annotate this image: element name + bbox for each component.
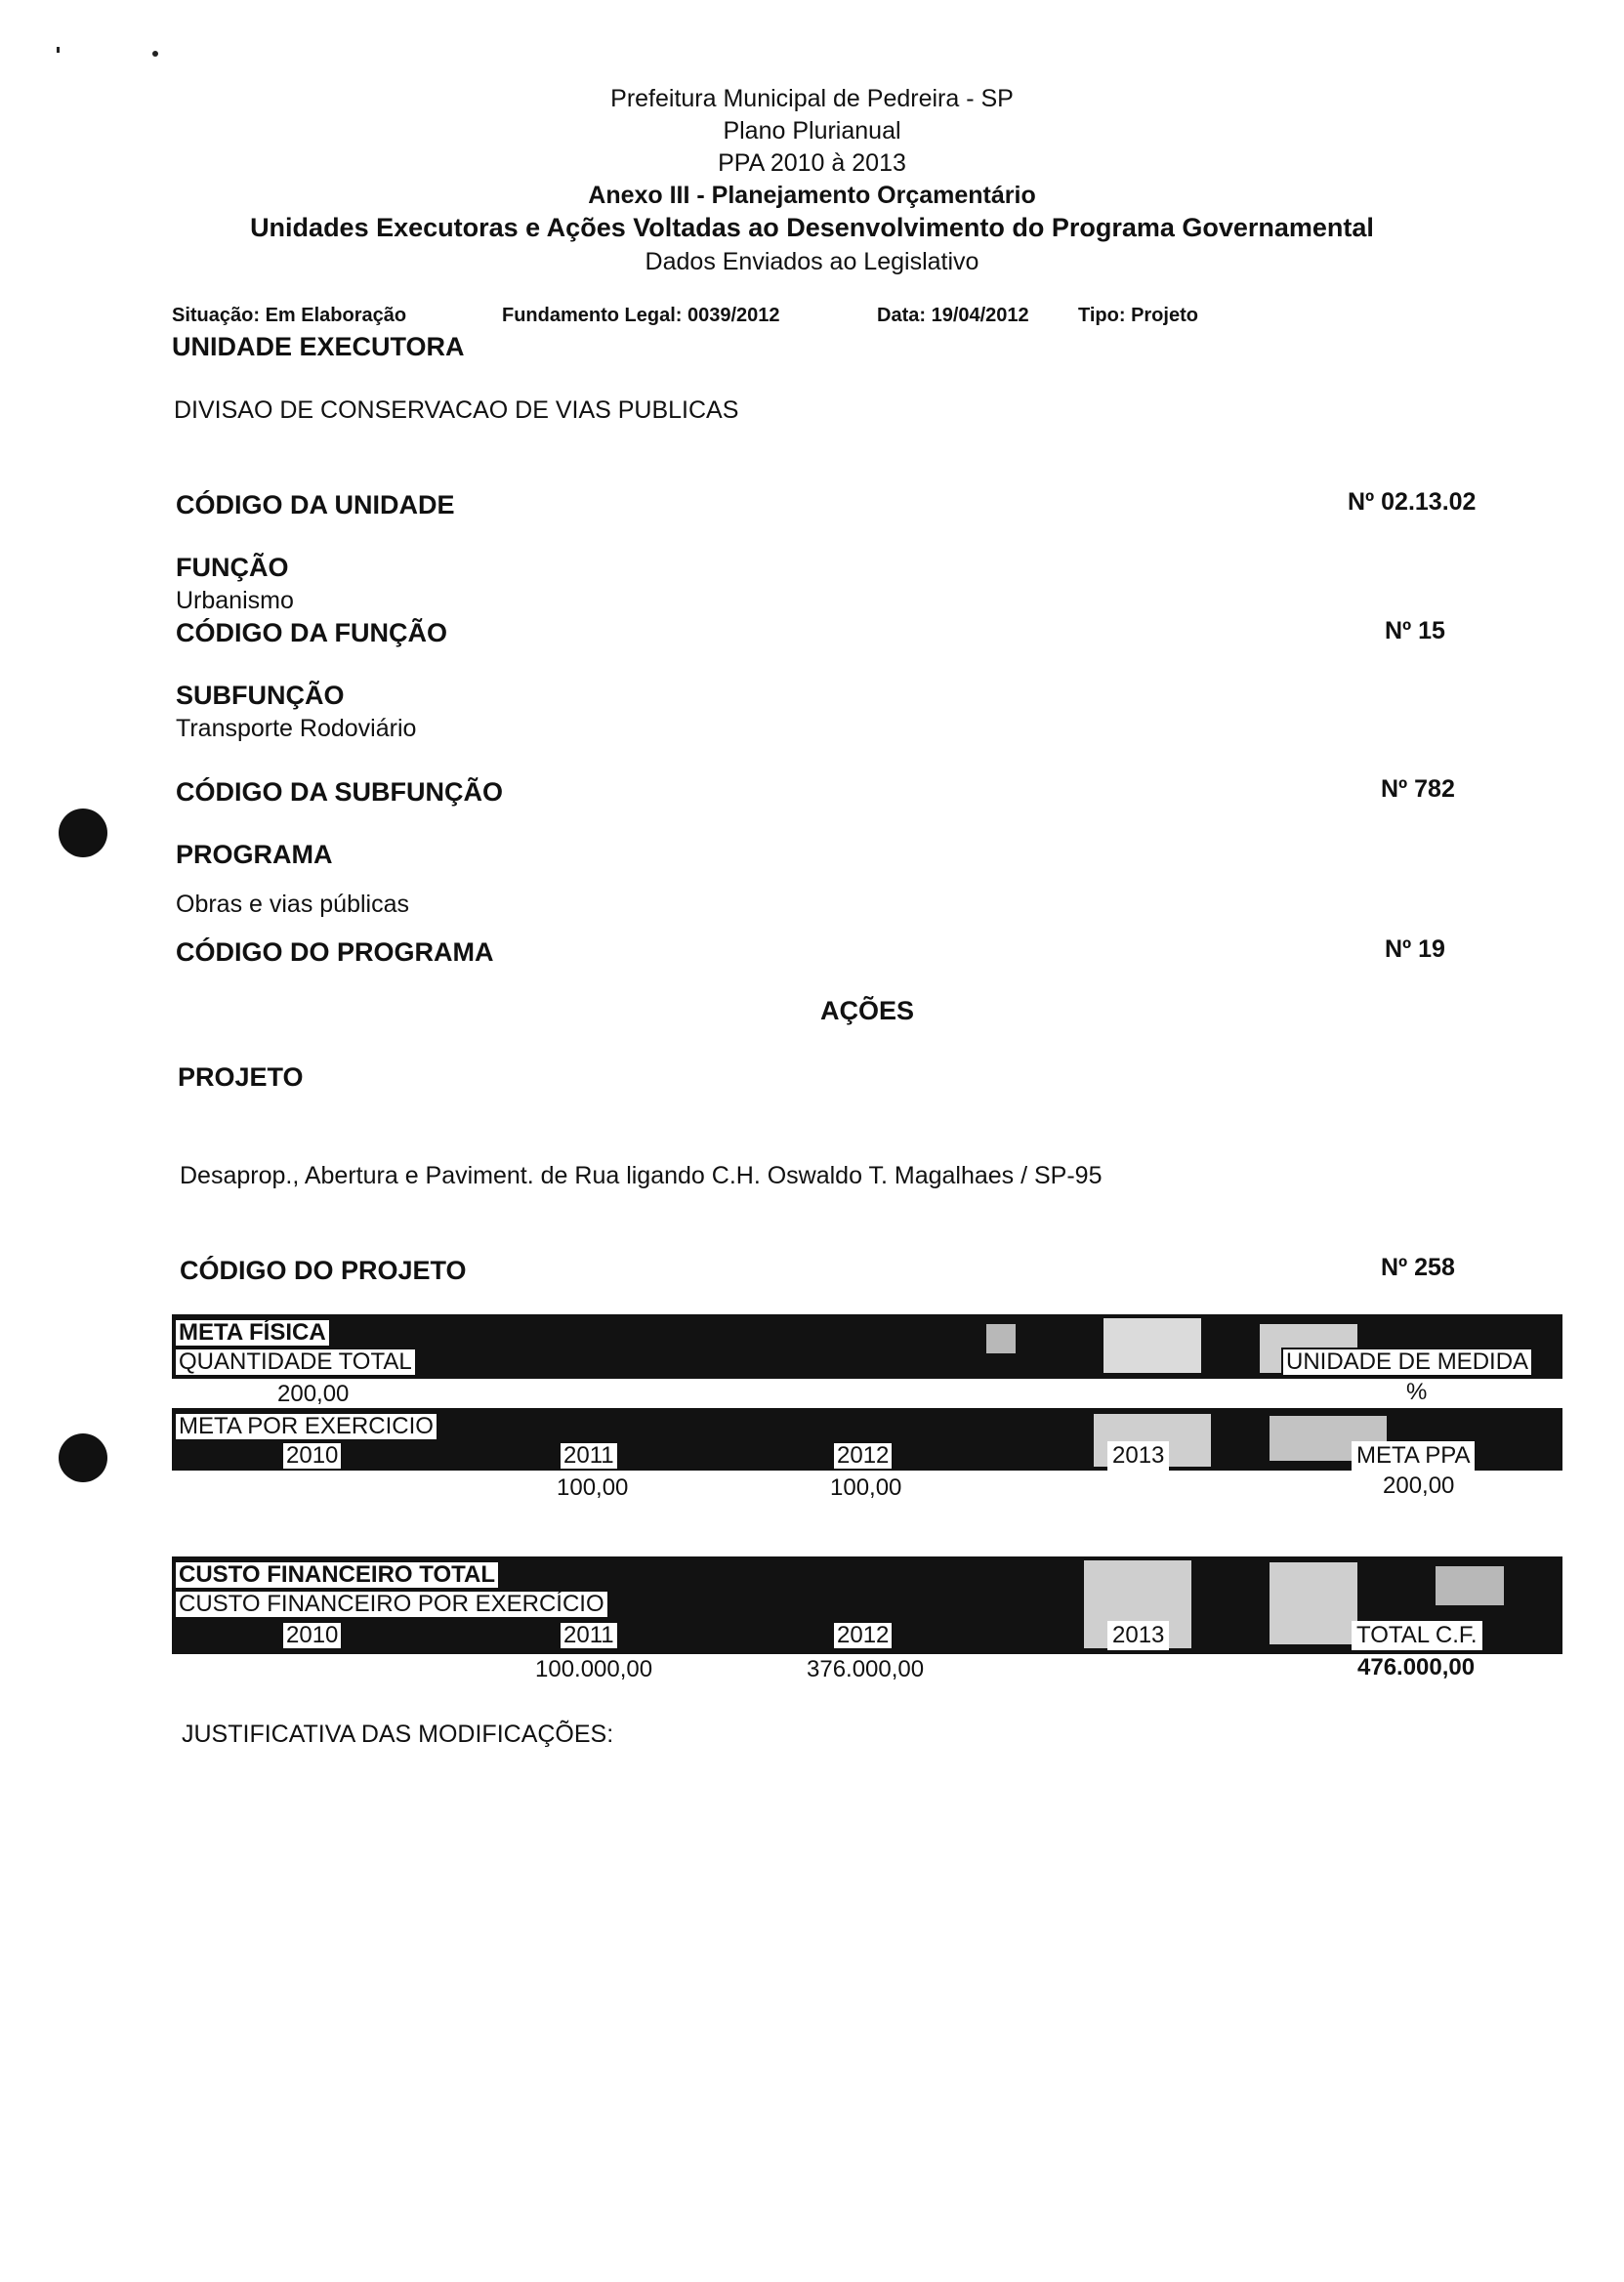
custo-por-exercicio-label: CUSTO FINANCEIRO POR EXERCÍCIO	[174, 1590, 609, 1619]
acoes-heading: AÇÕES	[820, 996, 915, 1025]
funcao-code-value: Nº 15	[1385, 617, 1445, 644]
header-line-1: Prefeitura Municipal de Pedreira - SP	[610, 85, 1014, 112]
header-line-5: Unidades Executoras e Ações Voltadas ao Desenvolvimento do Programa Governamental	[250, 213, 1374, 242]
funcao-heading: FUNÇÃO	[176, 553, 289, 582]
header-line-4: Anexo III - Planejamento Orçamentário	[588, 182, 1036, 209]
programa-name: Obras e vias públicas	[176, 891, 410, 918]
custo-value-2011: 100.000,00	[535, 1656, 653, 1682]
custo-year-2010: 2010	[281, 1621, 343, 1650]
programa-code-label: CÓDIGO DO PROGRAMA	[176, 937, 494, 967]
custo-value-2012: 376.000,00	[807, 1656, 925, 1682]
meta-por-exercicio-label: META POR EXERCICIO	[174, 1412, 438, 1441]
header-line-2: Plano Plurianual	[723, 117, 901, 145]
situacao: Situação: Em Elaboração	[172, 305, 407, 326]
subfuncao-heading: SUBFUNÇÃO	[176, 681, 345, 710]
total-cf-label: TOTAL C.F.	[1352, 1621, 1482, 1650]
unidade-heading: UNIDADE EXECUTORA	[172, 332, 465, 361]
subfuncao-code-label: CÓDIGO DA SUBFUNÇÃO	[176, 777, 503, 807]
header-line-6: Dados Enviados ao Legislativo	[645, 248, 979, 275]
subfuncao-name: Transporte Rodoviário	[176, 715, 417, 742]
scan-blot	[1436, 1566, 1504, 1605]
meta-year-2012: 2012	[832, 1441, 894, 1471]
unidade-medida-label: UNIDADE DE MEDIDA	[1281, 1348, 1533, 1377]
scan-speck	[57, 47, 60, 53]
projeto-name: Desaprop., Abertura e Paviment. de Rua ligando C.H. Oswaldo T. Magalhaes / SP-95	[180, 1162, 1103, 1189]
scan-blot	[1270, 1562, 1357, 1644]
tipo: Tipo: Projeto	[1078, 305, 1198, 326]
scan-speck	[152, 51, 158, 57]
meta-year-2011: 2011	[559, 1441, 619, 1471]
unidade-code-label: CÓDIGO DA UNIDADE	[176, 490, 455, 519]
meta-year-2010: 2010	[281, 1441, 343, 1471]
meta-ppa-label: META PPA	[1352, 1441, 1475, 1471]
quantidade-total-value: 200,00	[277, 1381, 350, 1407]
custo-total-title: CUSTO FINANCEIRO TOTAL	[174, 1560, 500, 1590]
scan-blot	[1103, 1318, 1201, 1373]
custo-year-2011: 2011	[559, 1621, 619, 1650]
fundamento-legal: Fundamento Legal: 0039/2012	[502, 305, 780, 326]
programa-code-value: Nº 19	[1385, 935, 1445, 963]
custo-year-2012: 2012	[832, 1621, 894, 1650]
unidade-medida-value: %	[1406, 1379, 1428, 1405]
quantidade-total-label: QUANTIDADE TOTAL	[174, 1348, 417, 1377]
justificativa-label: JUSTIFICATIVA DAS MODIFICAÇÕES:	[182, 1721, 614, 1748]
programa-heading: PROGRAMA	[176, 840, 333, 869]
punch-hole	[59, 1433, 107, 1482]
funcao-name: Urbanismo	[176, 587, 294, 614]
punch-hole	[59, 809, 107, 857]
custo-year-2013: 2013	[1107, 1621, 1169, 1650]
meta-value-2011: 100,00	[557, 1474, 629, 1501]
meta-ppa-value: 200,00	[1383, 1473, 1455, 1499]
meta-year-2013: 2013	[1107, 1441, 1169, 1471]
projeto-code-label: CÓDIGO DO PROJETO	[180, 1256, 467, 1285]
scan-blot	[986, 1324, 1016, 1353]
projeto-heading: PROJETO	[178, 1062, 304, 1092]
subfuncao-code-value: Nº 782	[1381, 775, 1455, 803]
projeto-code-value: Nº 258	[1381, 1254, 1455, 1281]
meta-fisica-title: META FÍSICA	[174, 1318, 331, 1348]
funcao-code-label: CÓDIGO DA FUNÇÃO	[176, 618, 447, 647]
unidade-code-value: Nº 02.13.02	[1348, 488, 1477, 516]
meta-value-2012: 100,00	[830, 1474, 902, 1501]
data: Data: 19/04/2012	[877, 305, 1029, 326]
total-cf-value: 476.000,00	[1357, 1654, 1476, 1680]
header-line-3: PPA 2010 à 2013	[718, 149, 906, 177]
unidade-name: DIVISAO DE CONSERVACAO DE VIAS PUBLICAS	[174, 396, 739, 424]
